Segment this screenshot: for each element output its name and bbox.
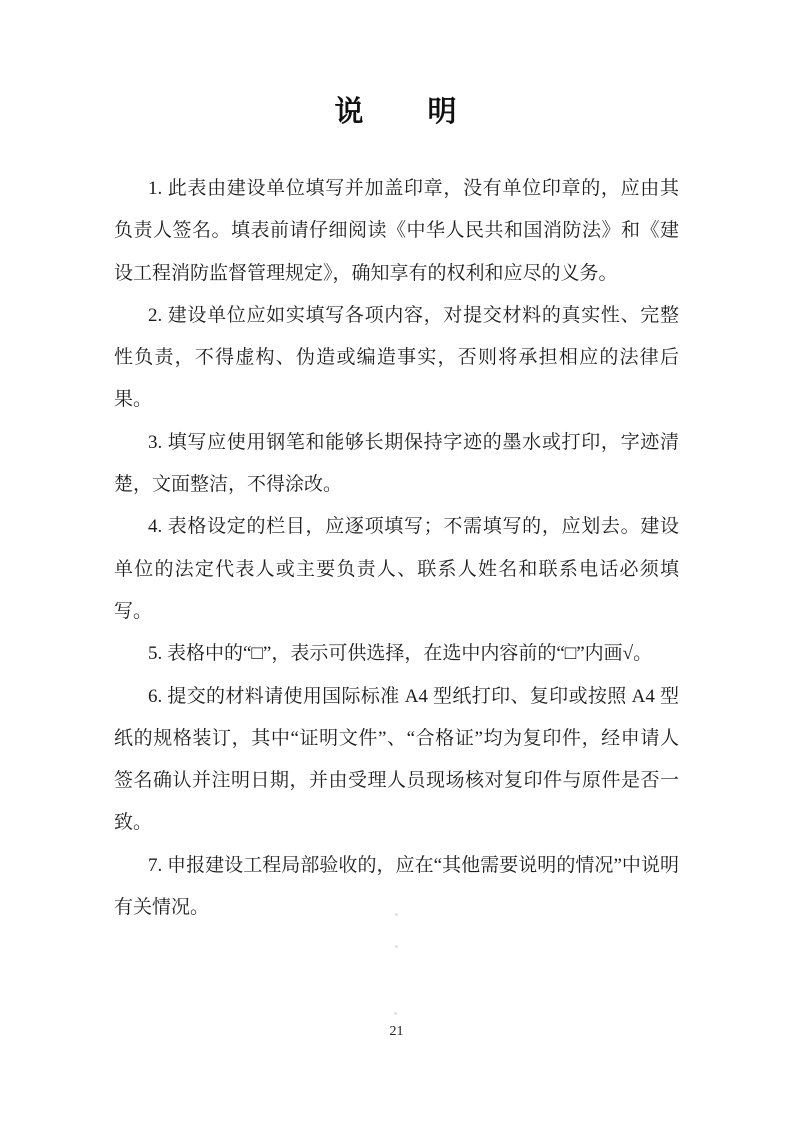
scan-speck bbox=[395, 945, 398, 948]
instruction-paragraph-6: 6. 提交的材料请使用国际标准 A4 型纸打印、复印或按照 A4 型纸的规格装订，其中“证明文件”、“合格证”均为复印件，经申请人签名确认并注明日期，并由受理人员现场核对复印件与原件是否一致。 bbox=[114, 685, 679, 834]
instruction-paragraph-4: 4. 表格设定的栏目，应逐项填写；不需填写的，应划去。建设单位的法定代表人或主要负责人、联系人姓名和联系电话必须填写。 bbox=[114, 516, 679, 622]
scan-speck bbox=[394, 1012, 397, 1015]
instruction-paragraph-2: 2. 建设单位应如实填写各项内容，对提交材料的真实性、完整性负责，不得虚构、伪造或编造事实，否则将承担相应的法律后果。 bbox=[114, 304, 679, 411]
instruction-paragraph-7: 7. 申报建设工程局部验收的，应在“其他需要说明的情况”中说明有关情况。 bbox=[114, 854, 679, 919]
page-title: 说 明 bbox=[334, 96, 459, 128]
scan-speck bbox=[395, 913, 398, 916]
instruction-paragraph-3: 3. 填写应使用钢笔和能够长期保持字迹的墨水或打印，字迹清楚，文面整洁，不得涂改。 bbox=[114, 431, 679, 496]
page-number: 21 bbox=[389, 1024, 404, 1039]
instruction-paragraph-5: 5. 表格中的“□”，表示可供选择，在选中内容前的“□”内画√。 bbox=[148, 643, 653, 665]
instructions-body bbox=[114, 168, 679, 929]
instruction-paragraph-1: 1. 此表由建设单位填写并加盖印章，没有单位印章的，应由其负责人签名。填表前请仔细阅读《中华人民共和国消防法》和《建设工程消防监督管理规定》，确知享有的权利和应尽的义务。 bbox=[114, 178, 679, 284]
